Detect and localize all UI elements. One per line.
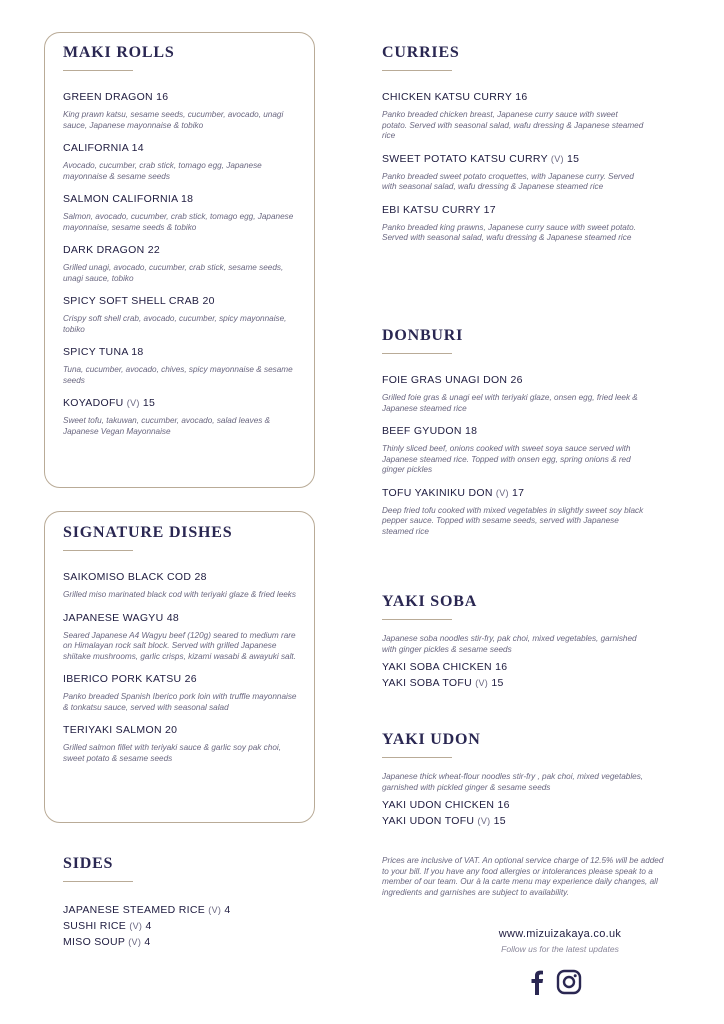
yaki-udon-heading: YAKI UDON (382, 731, 481, 748)
vegetarian-badge: (V) (495, 487, 509, 498)
menu-item (63, 673, 299, 713)
menu-item-description: Tuna, cucumber, avocado, chives, spicy mayonnaise & sesame seeds (63, 365, 293, 385)
menu-item-description: Avocado, cucumber, crab stick, tomago egg, Japanese mayonnaise & sesame seeds (63, 161, 262, 181)
social-icons (530, 969, 582, 995)
yaki-soba-heading: YAKI SOBA (382, 593, 478, 610)
menu-item (382, 813, 644, 829)
menu-item-description: Panko breaded sweet potato croquettes, with Japanese curry. Served with seasonal salad, wafu dressing & Japanese steamed rice (382, 171, 634, 191)
menu-item-line (382, 91, 644, 104)
menu-item-description: Deep fried tofu cooked with mixed vegetables in slightly sweet soy black pepper sauce. Topped with sesame seeds, served with Japanese steamed rice (382, 505, 644, 536)
menu-item-price: 22 (147, 244, 160, 256)
menu-item-price: 14 (131, 142, 144, 154)
heading-divider (63, 550, 133, 551)
menu-item-price: 18 (181, 193, 194, 205)
menu-item-name: GREEN DRAGON (63, 91, 153, 103)
menu-item (382, 659, 644, 675)
menu-item-price: 17 (512, 486, 525, 499)
menu-item-name: SWEET POTATO KATSU CURRY (382, 152, 548, 165)
menu-item-line (63, 397, 299, 410)
vegetarian-badge: (V) (128, 937, 142, 947)
menu-item-description: Seared Japanese A4 Wagyu beef (120g) seared to medium rare on Himalayan rock salt block. Served with grilled Japanese shiitake mushrooms, garlic crisps, kizami wasabi & awayuki salt. (63, 630, 296, 661)
vegetarian-badge: (V) (126, 398, 140, 408)
menu-item (63, 91, 299, 131)
menu-item-price: 16 (497, 799, 510, 811)
menu-item-price: 18 (464, 425, 478, 437)
menu-item (63, 934, 303, 950)
menu-item-name: YAKI SOBA TOFU (382, 677, 472, 689)
menu-item-description: Salmon, avocado, cucumber, crab stick, tomago egg, Japanese mayonnaise, sesame seeds & tobiko (63, 212, 294, 232)
menu-item-price: 48 (166, 611, 179, 624)
menu-item-line (63, 612, 299, 625)
menu-item-price: 18 (131, 346, 144, 358)
menu-item-name: IBERICO PORK KATSU (63, 673, 182, 685)
menu-item (382, 797, 644, 813)
menu-item-price: 28 (194, 571, 207, 583)
menu-item-line (63, 295, 299, 308)
sides-list (63, 902, 303, 950)
menu-item-line (382, 204, 644, 217)
donburi-section (382, 327, 644, 548)
menu-item-price: 20 (202, 295, 215, 307)
heading-divider (63, 881, 133, 882)
yaki-soba-section (382, 593, 644, 691)
menu-item-line (63, 918, 303, 934)
menu-item-price: 15 (142, 397, 156, 409)
follow-us-text: Follow us for the latest updates (501, 944, 619, 954)
sides-section (63, 855, 303, 950)
curries-section (382, 44, 644, 255)
vegetarian-badge: (V) (477, 816, 491, 826)
menu-item-name: TOFU YAKINIKU DON (382, 486, 493, 499)
menu-item-line (382, 374, 644, 387)
menu-item-line (63, 902, 303, 918)
menu-item-name: JAPANESE STEAMED RICE (63, 904, 206, 916)
yaki-soba-list (382, 659, 644, 691)
menu-item (63, 346, 299, 386)
heading-divider (382, 70, 452, 71)
yaki-soba-description: Japanese soba noodles stir-fry, pak choi, mixed vegetables, garnished with ginger pickles & sesame seeds (382, 634, 637, 654)
menu-item (63, 244, 299, 284)
heading-divider (382, 619, 452, 620)
menu-item-line (382, 153, 644, 166)
menu-item-price: 15 (491, 677, 504, 689)
menu-item-price: 16 (515, 91, 528, 103)
menu-item (63, 902, 303, 918)
menu-item-name: KOYADOFU (63, 397, 124, 409)
menu-item (382, 374, 644, 414)
maki-rolls-heading: MAKI ROLLS (63, 44, 175, 61)
menu-item-price: 17 (483, 203, 496, 216)
menu-item-line (63, 346, 299, 359)
menu-item (63, 612, 299, 663)
menu-item (63, 295, 299, 335)
menu-item-price: 20 (165, 724, 178, 736)
menu-item-line (63, 673, 299, 686)
menu-item-name: YAKI UDON TOFU (382, 815, 475, 827)
footer-note (382, 856, 664, 898)
menu-item (382, 153, 644, 193)
menu-item-price: 16 (495, 661, 508, 673)
menu-item-line (382, 659, 644, 675)
maki-rolls-list (63, 91, 299, 437)
menu-item-description: Panko breaded chicken breast, Japanese curry sauce with sweet potato. Served with seasonal salad, wafu dressing & Japanese steamed rice (382, 110, 644, 140)
menu-item (63, 193, 299, 233)
signature-dishes-section (63, 524, 299, 775)
menu-item-description: Grilled foie gras & unagi eel with teriyaki glaze, onsen egg, fried leek & Japanese steamed rice (382, 393, 638, 413)
vegetarian-badge: (V) (475, 678, 489, 688)
menu-item-line (382, 797, 644, 813)
menu-item (63, 571, 299, 601)
menu-item-description: Grilled miso marinated black cod with teriyaki glaze & fried leeks (63, 590, 296, 599)
heading-divider (382, 353, 452, 354)
menu-item-price: 26 (184, 673, 197, 685)
menu-item-name: DARK DRAGON (63, 244, 145, 256)
menu-item (382, 675, 644, 691)
menu-item-name: SPICY SOFT SHELL CRAB (63, 295, 200, 307)
menu-item-name: FOIE GRAS UNAGI DON (382, 374, 508, 386)
menu-item (63, 724, 299, 764)
menu-item-name: MISO SOUP (63, 936, 126, 948)
menu-item-price: 4 (144, 936, 151, 948)
vegetarian-badge: (V) (550, 153, 564, 164)
menu-item-line (382, 813, 644, 829)
instagram-icon[interactable] (556, 969, 582, 995)
menu-item-line (63, 142, 299, 155)
vegetarian-badge: (V) (208, 905, 222, 915)
donburi-list (382, 374, 644, 537)
menu-item-price: 26 (510, 374, 523, 386)
menu-item-price: 4 (145, 920, 152, 932)
menu-item-name: CHICKEN KATSU CURRY (382, 91, 512, 103)
menu-item-price: 16 (156, 91, 169, 103)
menu-item-line (382, 425, 644, 438)
vegetarian-badge: (V) (129, 921, 143, 931)
menu-item-line (63, 91, 299, 104)
menu-item-name: EBI KATSU CURRY (382, 203, 481, 216)
menu-item (63, 397, 299, 437)
menu-item-line (382, 675, 644, 691)
menu-item-line (63, 571, 299, 584)
menu-item (63, 142, 299, 182)
menu-item (382, 487, 644, 538)
yaki-udon-list (382, 797, 644, 829)
yaki-udon-section (382, 731, 644, 829)
pricing-allergy-note: Prices are inclusive of VAT. An optional service charge of 12.5% will be added to your bill. If you have any food allergies or intolerances please speak to a member of our team. Our à la carte menu may experience daily changes, all ingredients and garnishes are subject to availability. (382, 856, 664, 897)
menu-item-name: BEEF GYUDON (382, 425, 462, 437)
menu-item-description: Panko breaded Spanish Iberico pork loin with truffle mayonnaise & tonkatsu sauce, served with seasonal salad (63, 692, 297, 712)
menu-item-name: SALMON CALIFORNIA (63, 193, 178, 205)
menu-item (63, 918, 303, 934)
menu-item-name: SAIKOMISO BLACK COD (63, 571, 192, 583)
maki-rolls-section (63, 44, 299, 448)
menu-item-line (63, 244, 299, 257)
menu-item-line (63, 724, 299, 737)
website-block (470, 928, 650, 954)
website-link[interactable]: www.mizuizakaya.co.uk (498, 928, 622, 940)
menu-item (382, 91, 644, 142)
heading-divider (63, 70, 133, 71)
facebook-icon[interactable] (530, 969, 544, 995)
menu-item-description: Thinly sliced beef, onions cooked with sweet soya sauce served with Japanese steamed rice. Topped with onsen egg, spring onions & red ginger pickles (382, 444, 631, 474)
menu-item-price: 15 (493, 815, 506, 827)
menu-item-line (63, 193, 299, 206)
curries-heading: CURRIES (382, 44, 460, 61)
menu-item-name: SPICY TUNA (63, 346, 129, 358)
menu-item-description: Crispy soft shell crab, avocado, cucumber, spicy mayonnaise, tobiko (63, 314, 287, 334)
sides-heading: SIDES (63, 855, 114, 872)
menu-item-name: YAKI SOBA CHICKEN (382, 661, 492, 673)
menu-item-description: King prawn katsu, sesame seeds, cucumber, avocado, unagi sauce, Japanese mayonnaise & tobiko (63, 110, 284, 130)
menu-item-name: YAKI UDON CHICKEN (382, 799, 495, 811)
menu-item (382, 425, 644, 476)
signature-dishes-heading: SIGNATURE DISHES (63, 524, 233, 541)
menu-item-name: CALIFORNIA (63, 142, 129, 154)
menu-item-price: 4 (224, 904, 231, 916)
menu-item-description: Panko breaded king prawns, Japanese curry sauce with sweet potato. Served with seasonal salad, wafu dressing & Japanese steamed rice (382, 222, 636, 242)
heading-divider (382, 757, 452, 758)
donburi-heading: DONBURI (382, 327, 464, 344)
curries-list (382, 91, 644, 244)
menu-item-line (63, 934, 303, 950)
menu-item (382, 204, 644, 244)
menu-item-name: TERIYAKI SALMON (63, 724, 162, 736)
menu-item-description: Grilled unagi, avocado, cucumber, crab stick, sesame seeds, unagi sauce, tobiko (63, 263, 284, 283)
yaki-udon-description: Japanese thick wheat-flour noodles stir-fry , pak choi, mixed vegetables, garnished with pickled ginger & sesame seeds (382, 772, 644, 792)
menu-item-description: Grilled salmon fillet with teriyaki sauce & garlic soy pak choi, sweet potato & sesame seeds (63, 743, 281, 763)
menu-item-description: Sweet tofu, takuwan, cucumber, avocado, salad leaves & Japanese Vegan Mayonnaise (63, 416, 271, 436)
menu-item-name: JAPANESE WAGYU (63, 611, 164, 624)
menu-item-price: 15 (567, 152, 580, 165)
signature-dishes-list (63, 571, 299, 764)
menu-item-line (382, 487, 644, 500)
menu-item-name: SUSHI RICE (63, 920, 127, 932)
